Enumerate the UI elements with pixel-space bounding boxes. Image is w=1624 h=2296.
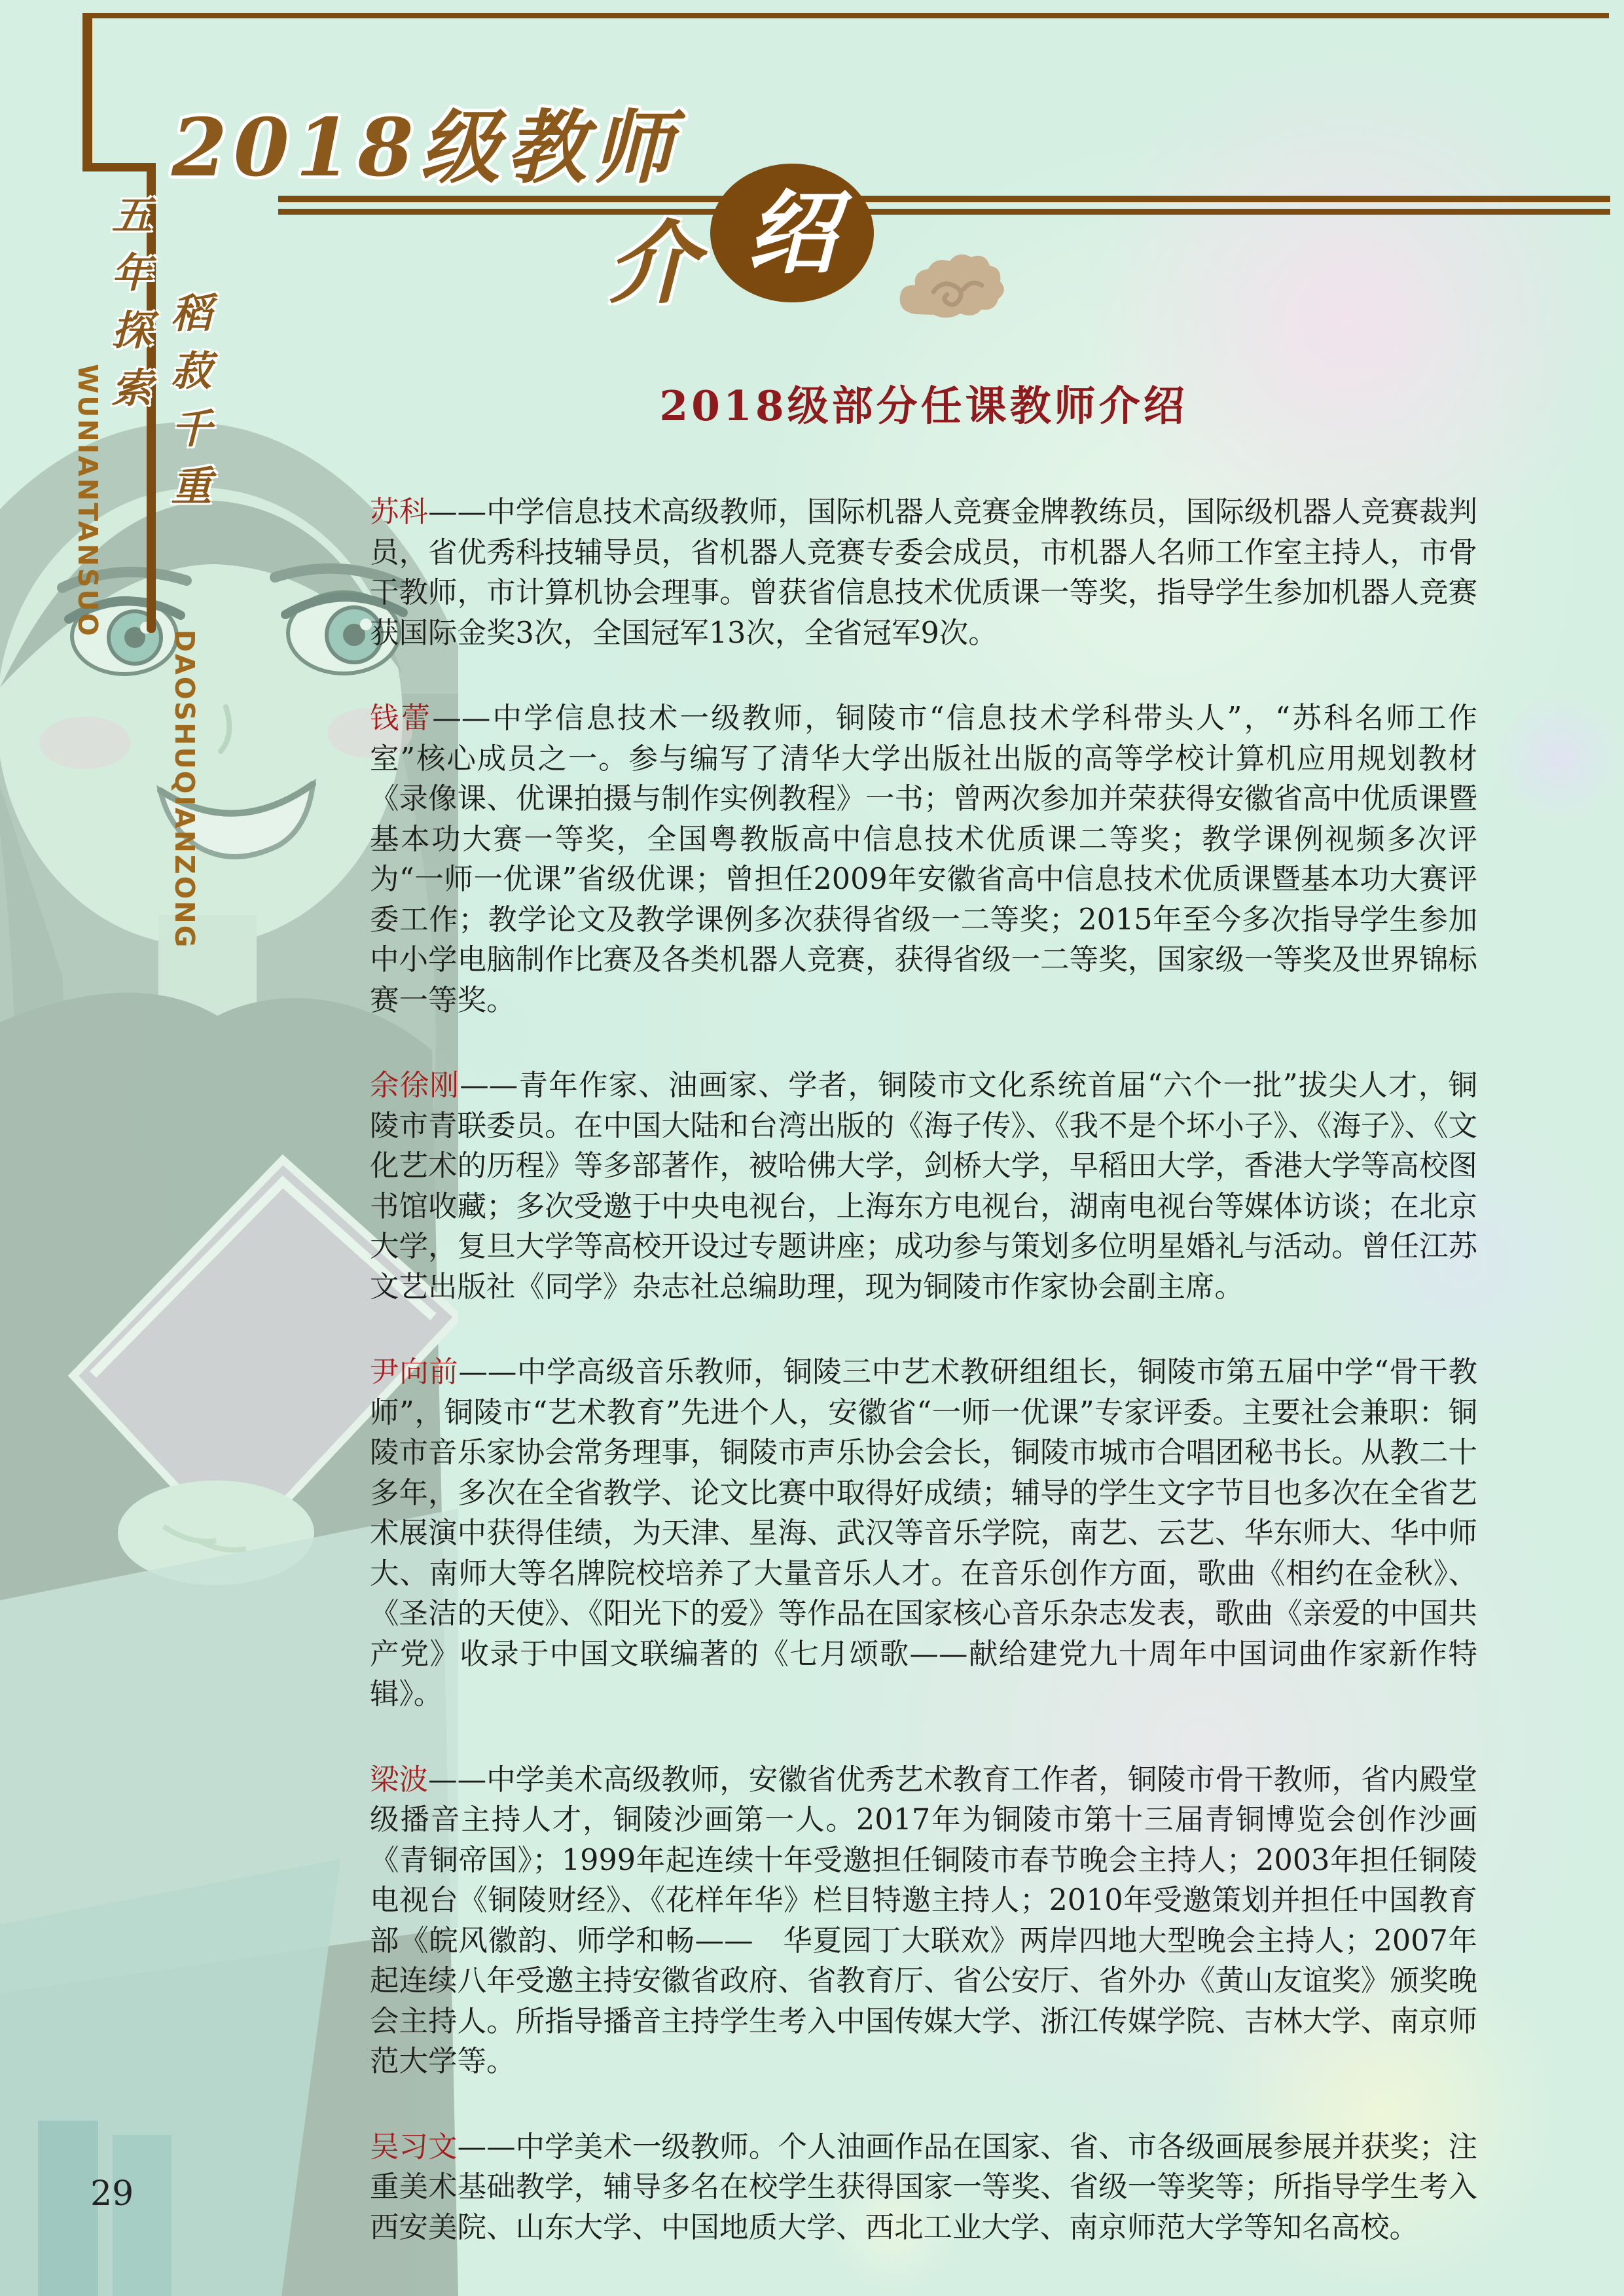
teacher-name: 苏科 xyxy=(370,495,429,529)
page-number: 29 xyxy=(90,2174,134,2214)
page-title: 2018级部分任课教师介绍 xyxy=(659,382,1188,430)
teacher-bio-text: ——青年作家、油画家、学者，铜陵市文化系统首届“六个一批”拔尖人才，铜陵市青联委员。在中国大陆和台湾出版的《海子传》、《我不是个坏小子》、《海子》、《文化艺术的历程》等多部著作，被哈佛大学，剑桥大学，早稻田大学，香港大学等高校图书馆收藏；多次受邀于中央电视台，上海东方电视台，湖南电视台等媒体访谈；在北京大学，复旦大学等高校开设过专题讲座；成功参与策划多位明星婚礼与活动。曾任江苏文艺出版社《同学》杂志社总编助理，现为铜陵市作家协会副主席。 xyxy=(370,1069,1477,1304)
header-circle-badge xyxy=(710,164,874,302)
header-char-jie: 介 xyxy=(607,209,698,316)
teacher-bio-text: ——中学信息技术高级教师，国际机器人竞赛金牌教练员，国际级机器人竞赛裁判员，省优秀科技辅导员，省机器人竞赛专委会成员，市机器人名师工作室主持人，市骨干教师，市计算机协会理事。曾获省信息技术优质课一等奖，指导学生参加机器人竞赛获国际金奖3次，全国冠军13次，全省冠军9次。 xyxy=(370,495,1477,650)
teacher-bio-text: ——中学信息技术一级教师，铜陵市“信息技术学科带头人”，“苏科名师工作室”核心成员之一。参与编写了清华大学出版社出版的高等学校计算机应用规划教材《录像课、优课拍摄与制作实例教程》一书；曾两次参加并荣获得安徽省高中优质课暨基本功大赛一等奖，全国粤教版高中信息技术优质课二等奖；教学课例视频多次评为“一师一优课”省级优课；曾担任2009年安徽省高中信息技术优质课暨基本功大赛评委工作；教学论文及教学课例多次获得省级一二等奖；2015年至今多次指导学生参加中小学电脑制作比赛及各类机器人竞赛，获得省级一二等奖，国家级一等奖及世界锦标赛一等奖。 xyxy=(370,702,1477,1017)
teacher-paragraph xyxy=(370,1760,1477,2082)
corner-frame-step xyxy=(82,163,156,171)
header-rule-top xyxy=(278,196,1610,202)
sidebar-motto-left-latin: WUNIANTANSUO xyxy=(72,364,103,638)
sidebar-motto-right: 稻菽千重 xyxy=(164,292,212,522)
teacher-paragraph xyxy=(370,1352,1477,1715)
teacher-bio-text: ——中学美术一级教师。个人油画作品在国家、省、市各级画展参展并获奖；注重美术基础教学，辅导多名在校学生获得国家一等奖、省级一等奖等；所指导学生考入西安美院、山东大学、中国地质大学、西北工业大学、南京师范大学等知名高校。 xyxy=(370,2130,1477,2244)
header-char-shao: 绍 xyxy=(746,179,837,286)
teacher-paragraph xyxy=(370,2127,1477,2248)
corner-frame-vertical-outer xyxy=(82,13,92,171)
sidebar-motto-left: 五年探索 xyxy=(105,194,153,424)
teacher-name: 梁波 xyxy=(370,1763,429,1797)
teacher-paragraph xyxy=(370,1066,1477,1307)
sidebar-motto-right-latin: DAOSHUQIANZONG xyxy=(169,630,200,950)
teacher-bios xyxy=(370,492,1477,2293)
teacher-bio-text: ——中学高级音乐教师，铜陵三中艺术教研组组长，铜陵市第五届中学“骨干教师”，铜陵市“艺术教育”先进个人，安徽省“一师一优课”专家评委。主要社会兼职：铜陵市音乐家协会常务理事，铜陵市声乐协会会长，铜陵市城市合唱团秘书长。从教二十多年，多次在全省教学、论文比赛中取得好成绩；辅导的学生文字节目也多次在全省艺术展演中获得佳绩，为天津、星海、武汉等音乐学院，南艺、云艺、华东师大、华中师大、南师大等名牌院校培养了大量音乐人才。在音乐创作方面，歌曲《相约在金秋》、《圣洁的天使》、《阳光下的爱》等作品在国家核心音乐杂志发表，歌曲《亲爱的中国共产党》收录于中国文联编著的《七月颂歌——献给建党九十周年中国词曲作家新作特辑》。 xyxy=(370,1355,1477,1711)
teacher-bio-text: ——中学美术高级教师，安徽省优秀艺术教育工作者，铜陵市骨干教师，省内殿堂级播音主持人才，铜陵沙画第一人。2017年为铜陵市第十三届青铜博览会创作沙画《青铜帝国》；1999年起连续十年受邀担任铜陵市春节晚会主持人；2003年担任铜陵电视台《铜陵财经》、《花样年华》栏目特邀主持人；2010年受邀策划并担任中国教育部《皖风徽韵、师学和畅—— 华夏园丁大联欢》两岸四地大型晚会主持人；2007年起连续八年受邀主持安徽省政府、省教育厅、省公安厅、省外办《黄山友谊奖》颁奖晚会主持人。所指导播音主持学生考入中国传媒大学、浙江传媒学院、吉林大学、南京师范大学等。 xyxy=(370,1763,1477,2078)
teacher-name: 吴习文 xyxy=(370,2130,458,2164)
header-script-title: 2018级教师 xyxy=(171,100,679,194)
teacher-name: 钱蕾 xyxy=(370,702,433,735)
header-rule-bottom xyxy=(278,209,1610,215)
teacher-name: 尹向前 xyxy=(370,1355,459,1389)
top-border-line xyxy=(82,13,1609,18)
teacher-name: 余徐刚 xyxy=(370,1069,460,1102)
teacher-paragraph xyxy=(370,698,1477,1020)
cloud-icon xyxy=(895,251,1010,330)
teacher-paragraph xyxy=(370,492,1477,653)
